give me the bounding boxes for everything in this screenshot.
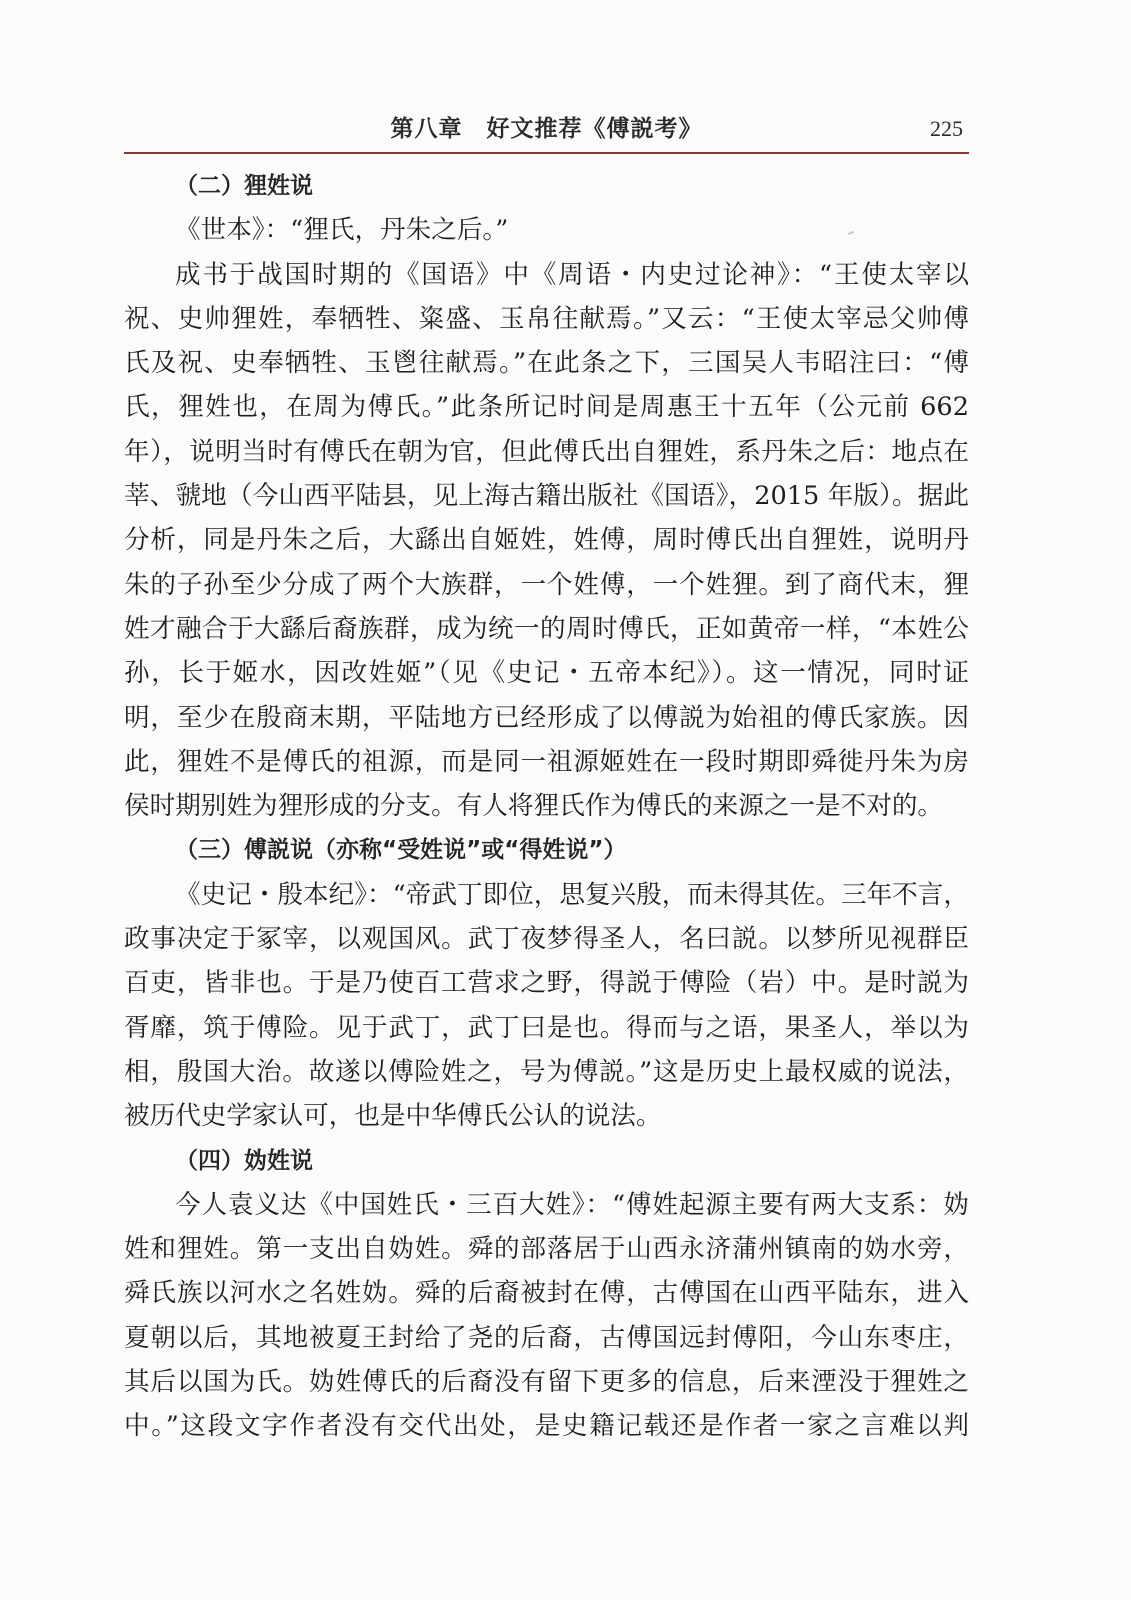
text-line: 成书于战国时期的《国语》中《周语・内史过论神》：“王使太宰以: [175, 259, 969, 290]
text-line: 孙，长于姬水，因改姓姬”（见《史记・五帝本纪》）。这一情况，同时证: [124, 658, 969, 689]
chapter-title: 第八章 好文推荐《傅説考》: [390, 116, 703, 142]
section-heading-gui-surname: （四）妫姓说: [175, 1147, 313, 1174]
text-line: 被历代史学家认可，也是中华傅氏公认的说法。: [124, 1101, 662, 1132]
text-line: 今人袁义达《中国姓氏・三百大姓》：“傅姓起源主要有两大支系：妫: [175, 1189, 969, 1220]
text-line: 姓才融合于大繇后裔族群，成为统一的周时傅氏，正如黄帝一样，“本姓公: [124, 613, 969, 644]
text-line: 姓和狸姓。第一支出自妫姓。舜的部落居于山西永济蒲州镇南的妫水旁，: [124, 1234, 969, 1265]
text-line: 祝、史帅狸姓，奉牺牲、粢盛、玉帛往献焉。”又云：“王使太宰忌父帅傅: [124, 303, 969, 334]
body-text: [124, 164, 969, 1449]
text-line: 氏，狸姓也，在周为傅氏。”此条所记时间是周惠王十五年（公元前 662: [124, 392, 969, 423]
text-line: 其后以国为氏。妫姓傅氏的后裔没有留下更多的信息，后来湮没于狸姓之: [124, 1367, 969, 1398]
text-line: 侯时期别姓为狸形成的分支。有人将狸氏作为傅氏的来源之一是不对的。: [124, 791, 944, 822]
text-line: 《史记・殷本纪》：“帝武丁即位，思复兴殷，而未得其佐。三年不言，: [175, 879, 969, 910]
section-heading-fu-yue: （三）傅説说（亦称“受姓说”或“得姓说”）: [175, 837, 627, 864]
text-line: 《世本》：“狸氏，丹朱之后。”: [175, 215, 509, 246]
page-number: 225: [930, 116, 963, 141]
text-line: 政事决定于冢宰，以观国风。武丁夜梦得圣人，名曰説。以梦所见视群臣: [124, 924, 969, 955]
text-line: 胥靡，筑于傅险。见于武丁，武丁曰是也。得而与之语，果圣人，举以为: [124, 1012, 969, 1043]
text-line: 年），说明当时有傅氏在朝为官，但此傅氏出自狸姓，系丹朱之后：地点在: [124, 436, 969, 467]
text-line: 此，狸姓不是傅氏的祖源，而是同一祖源姬姓在一段时期即舜徙丹朱为房: [124, 746, 969, 777]
text-line: 夏朝以后，其地被夏王封给了尧的后裔，古傅国远封傅阳，今山东枣庄，: [124, 1322, 969, 1353]
text-line: 中。”这段文字作者没有交代出处，是史籍记载还是作者一家之言难以判: [124, 1411, 969, 1442]
text-line: 相，殷国大治。故遂以傅险姓之，号为傅説。”这是历史上最权威的说法，: [124, 1056, 969, 1087]
header-rule: [124, 152, 969, 154]
text-line: 分析，同是丹朱之后，大繇出自姬姓，姓傅，周时傅氏出自狸姓，说明丹: [124, 525, 969, 556]
text-line: 明，至少在殷商末期，平陆地方已经形成了以傅説为始祖的傅氏家族。因: [124, 702, 969, 733]
text-line: 氏及祝、史奉牺牲、玉鬯往献焉。”在此条之下，三国吴人韦昭注曰：“傅: [124, 348, 969, 379]
text-line: 莘、虢地（今山西平陆县，见上海古籍出版社《国语》，2015 年版）。据此: [124, 481, 969, 512]
section-heading-li-surname: （二）狸姓说: [175, 173, 313, 199]
running-header: [124, 104, 969, 154]
text-line: 朱的子孙至少分成了两个大族群，一个姓傅，一个姓狸。到了商代末，狸: [124, 569, 969, 600]
text-line: 舜氏族以河水之名姓妫。舜的后裔被封在傅，古傅国在山西平陆东，进入: [124, 1278, 969, 1309]
text-line: 百吏，皆非也。于是乃使百工营求之野，得説于傅险（岩）中。是时説为: [124, 968, 969, 999]
